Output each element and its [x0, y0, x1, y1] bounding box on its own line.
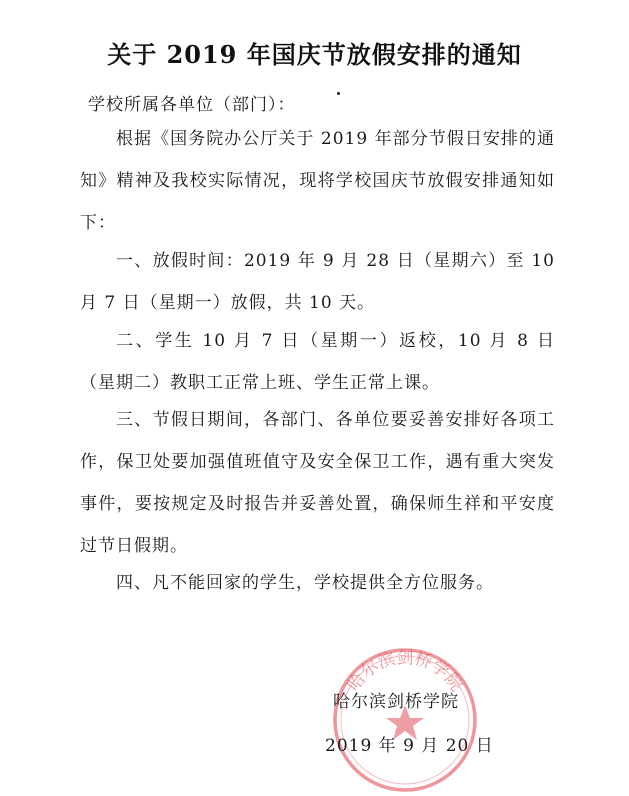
- official-seal: [330, 645, 480, 795]
- signer-name: 哈尔滨剑桥学院: [333, 692, 459, 712]
- paragraph-holiday-time: 一、放假时间：2019 年 9 月 28 日（星期六）至 10 月 7 日（星期一）放假，共 10 天。: [80, 251, 555, 313]
- paragraph-duty-arrangement: 三、节假日期间，各部门、各单位要妥善安排好各项工作，保卫处要加强值班值守及安全保卫工作，遇有重大突发事件，要按规定及时报告并妥善处置，确保师生祥和平安度过节日假期。: [80, 410, 555, 556]
- paragraph-intro: 根据《国务院办公厅关于 2019 年部分节假日安排的通知》精神及我校实际情况，现将学校国庆节放假安排通知如下：: [80, 129, 555, 233]
- paragraph-return-date: 二、学生 10 月 7 日（星期一）返校，10 月 8 日（星期二）教职工正常上班、学生正常上课。: [80, 331, 555, 393]
- signing-date: 2019 年 9 月 20 日: [325, 736, 494, 756]
- salutation: 学校所属各单位（部门）：: [88, 95, 296, 115]
- seal-text: 哈尔滨剑桥学院: [343, 648, 467, 696]
- paragraph-student-service: 四、凡不能回家的学生，学校提供全方位服务。: [116, 573, 494, 593]
- notice-title: 关于 2019 年国庆节放假安排的通知: [107, 40, 522, 69]
- scan-speck: [337, 92, 340, 95]
